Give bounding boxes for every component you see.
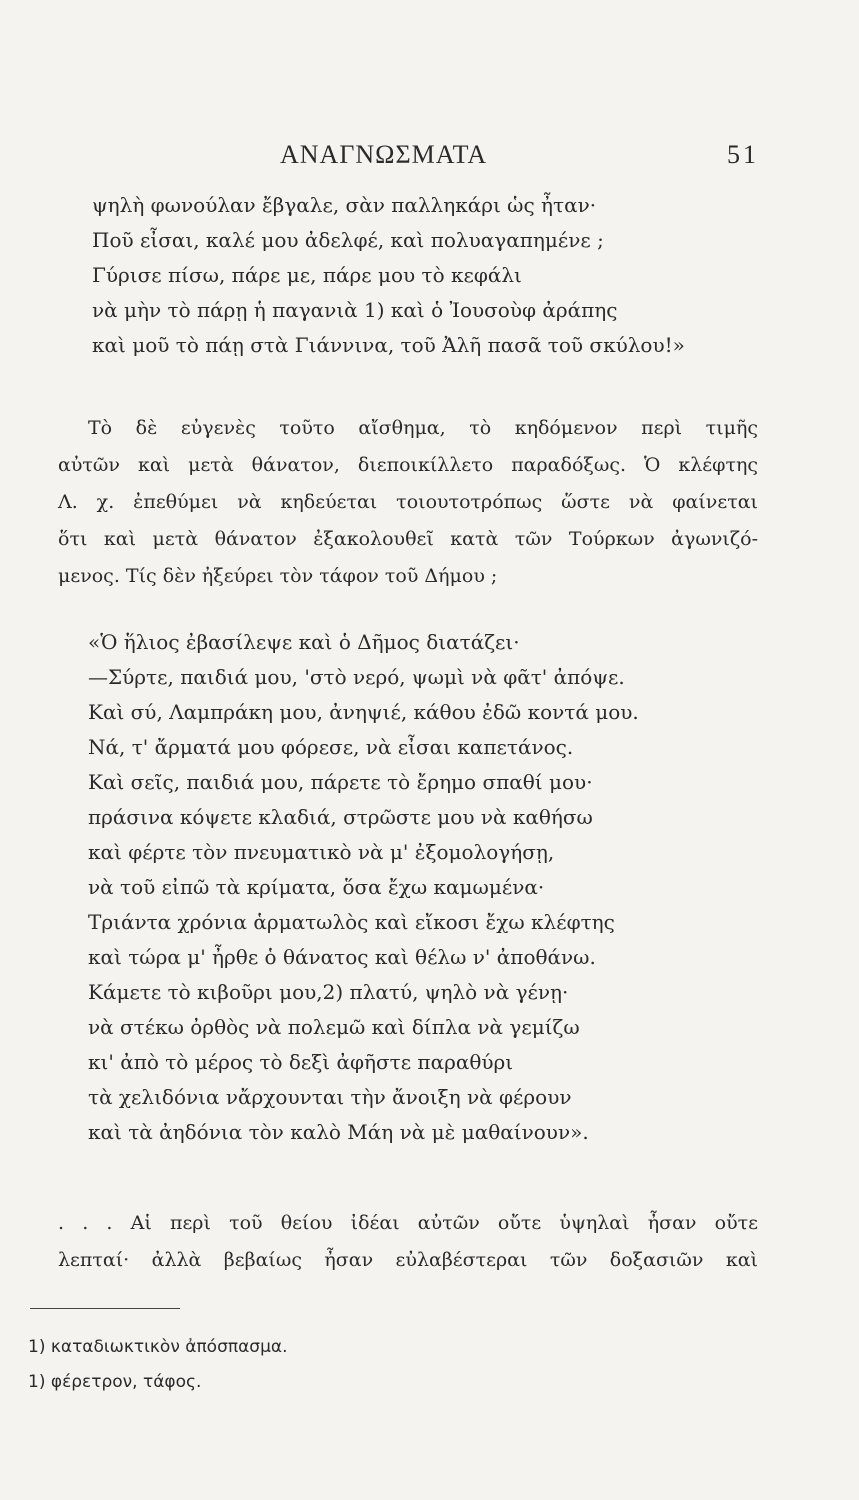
footnote: 1) φέρετρον, τάφος. [28,1372,202,1392]
running-title: ΑΝΑΓΝΩΣΜΑΤΑ [280,140,488,169]
footnotes [28,1330,288,1400]
verse-line: νὰ μὴν τὸ πάρῃ ἡ παγανιὰ 1) καὶ ὁ Ἰουσοὺφ ἀράπης [92,298,618,322]
verse-line: καὶ φέρτε τὸν πνευματικὸ νὰ μ' ἐξομολογήσῃ, [88,840,555,864]
verse-line: Τριάντα χρόνια ἁρματωλὸς καὶ εἴκοσι ἔχω κλέφτης [88,910,615,934]
verse-line: καὶ τὰ ἀηδόνια τὸν καλὸ Μάη νὰ μὲ μαθαίνουν». [88,1120,589,1144]
verse-line: καὶ τώρα μ' ἦρθε ὁ θάνατος καὶ θέλω ν' ἀποθάνω. [88,945,596,969]
verse-line: νὰ στέκω ὀρθὸς νὰ πολεμῶ καὶ δίπλα νὰ γεμίζω [88,1015,580,1039]
footnote-divider [30,1308,180,1309]
verse-line: Νά, τ' ἄρματά μου φόρεσε, νὰ εἶσαι καπετάνος. [88,735,574,759]
verse-line: καὶ μοῦ τὸ πάῃ στὰ Γιάννινα, τοῦ Ἀλῆ πασᾶ τοῦ σκύλου!» [92,333,685,357]
verse-line: ψηλὴ φωνούλαν ἔβγαλε, σὰν παλληκάρι ὡς ἦταν· [92,193,597,217]
prose-paragraph-1 [58,410,758,595]
prose-line: ὅτι καὶ μετὰ θάνατον ἐξακολουθεῖ κατὰ τῶν Τούρκων ἀγωνιζό- [58,528,758,550]
verse-line: Καὶ σεῖς, παιδιά μου, πάρετε τὸ ἔρημο σπαθί μου· [88,770,593,794]
page-number: 51 [727,140,759,169]
verse-line: Καὶ σύ, Λαμπράκη μου, ἀνηψιέ, κάθου ἐδῶ κοντά μου. [88,700,639,724]
verse-line: —Σύρτε, παιδιά μου, 'στὸ νερό, ψωμὶ νὰ φᾶτ' ἀπόψε. [88,665,625,689]
verse-line: κι' ἀπὸ τὸ μέρος τὸ δεξὶ ἀφῆστε παραθύρι [88,1050,514,1074]
prose-line: . . . Αἱ περὶ τοῦ θείου ἰδέαι αὐτῶν οὔτε ὑψηλαὶ ἦσαν οὔτε [58,1212,758,1234]
prose-line: μενος. Τίς δὲν ἠξεύρει τὸν τάφον τοῦ Δήμου ; [58,565,498,587]
verse-line: Γύρισε πίσω, πάρε με, πάρε μου τὸ κεφάλι [92,263,522,287]
footnote: 1) καταδιωκτικὸν ἀπόσπασμα. [28,1337,288,1357]
page-header [0,140,859,180]
verse-line: «Ὁ ἥλιος ἐβασίλεψε καὶ ὁ Δῆμος διατάζει· [88,630,520,654]
prose-line: Τὸ δὲ εὐγενὲς τοῦτο αἴσθημα, τὸ κηδόμενον περὶ τιμῆς [88,417,758,439]
verse-line: τὰ χελιδόνια νἄρχουνται τὴν ἄνοιξη νὰ φέρουν [88,1085,572,1109]
prose-paragraph-2 [58,1205,758,1279]
verse-line: Κάμετε τὸ κιβοῦρι μου,2) πλατύ, ψηλὸ νὰ γένῃ· [88,980,569,1004]
verse-line: νὰ τοῦ εἰπῶ τὰ κρίματα, ὅσα ἔχω καμωμένα· [88,875,545,899]
prose-line: Λ. χ. ἐπεθύμει νὰ κηδεύεται τοιουτοτρόπως ὥστε νὰ φαίνεται [58,491,758,513]
verse-line: Ποῦ εἶσαι, καλέ μου ἀδελφέ, καὶ πολυαγαπημένε ; [92,228,604,252]
prose-line: αὐτῶν καὶ μετὰ θάνατον, διεποικίλλετο παραδόξως. Ὁ κλέφτης [58,454,758,476]
prose-line: λεπταί· ἀλλὰ βεβαίως ἦσαν εὐλαβέστεραι τῶν δοξασιῶν καὶ [58,1249,758,1271]
verse-block-1 [92,188,685,363]
verse-block-2 [88,625,639,1150]
verse-line: πράσινα κόψετε κλαδιά, στρῶστε μου νὰ καθήσω [88,805,593,829]
